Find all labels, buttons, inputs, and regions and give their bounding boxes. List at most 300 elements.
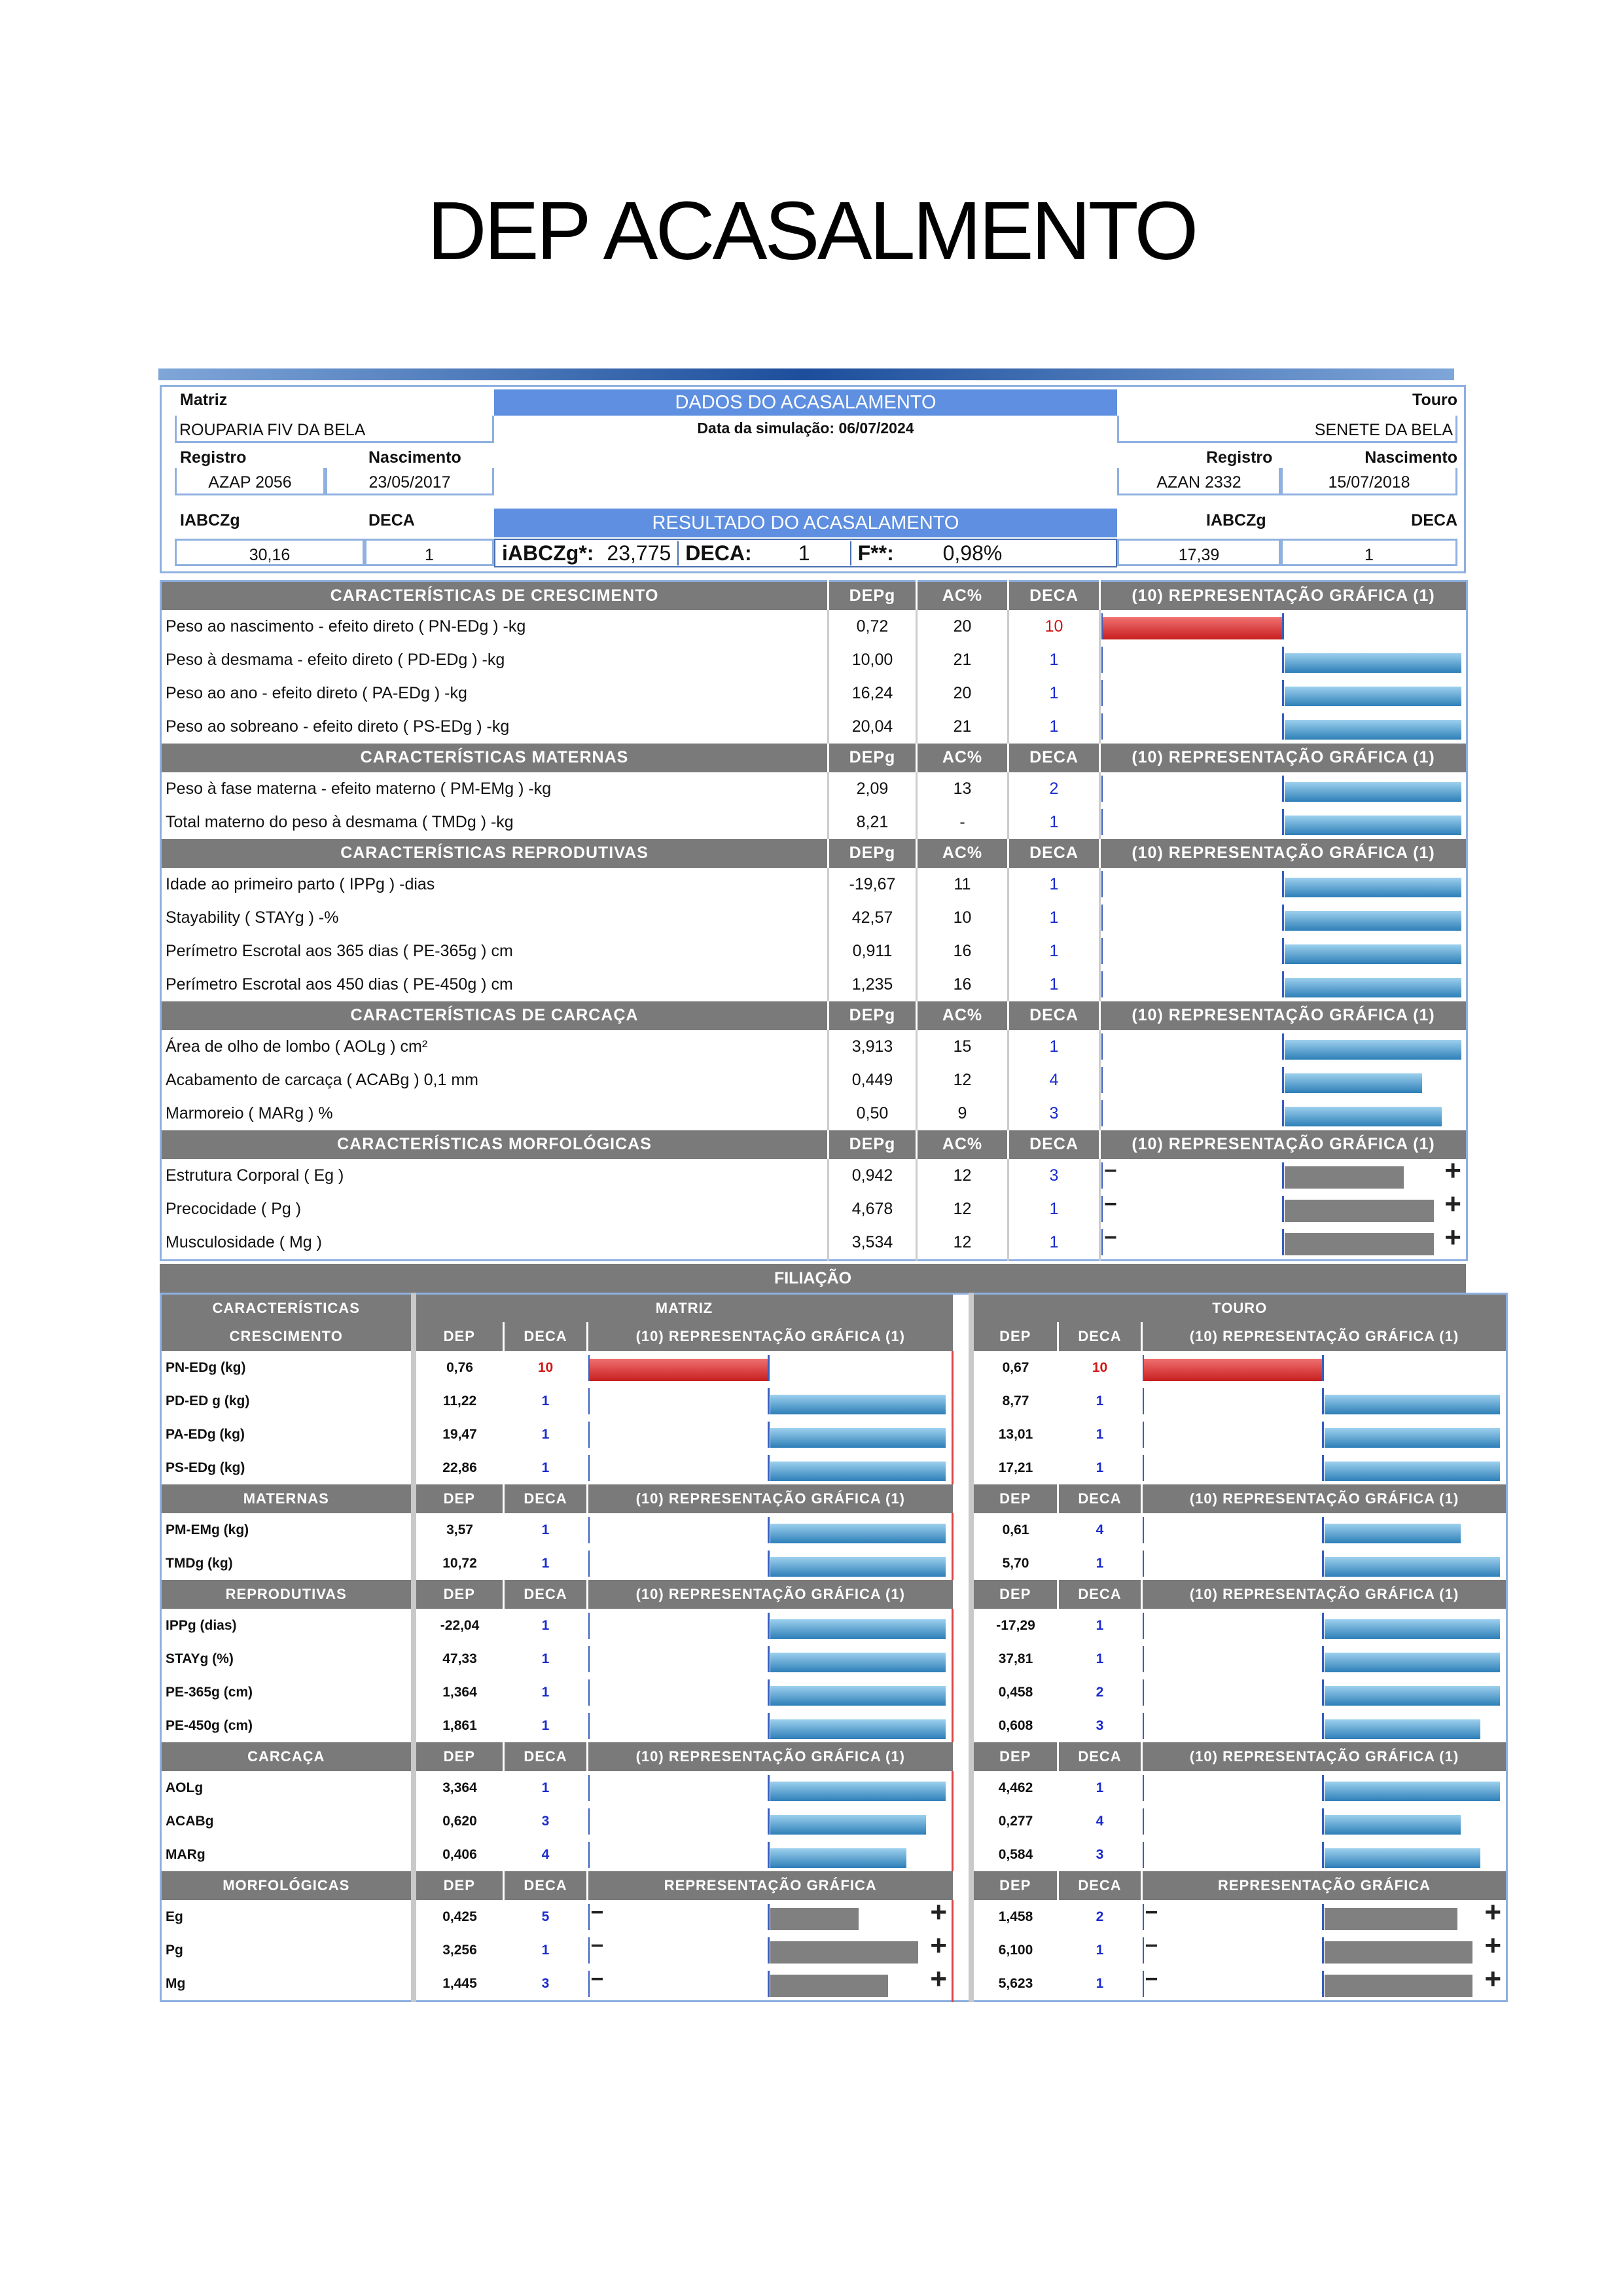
filiacao-table [160,1293,1508,2003]
matriz-graphic [588,1642,953,1676]
spacer [953,1709,971,1742]
filiacao-row [161,1609,1507,1642]
row-ac: 9 [917,1097,1008,1130]
filiacao-row [161,1900,1507,1933]
graphic-area [1143,1962,1506,1998]
touro-deca: 1 [1096,1393,1104,1408]
matriz-graphic [588,1838,953,1871]
graphic-area [1101,970,1465,999]
table-row [161,1226,1467,1261]
matriz-registro-label: Registro [180,448,247,467]
matriz-deca: 1 [541,1555,550,1571]
column-header: REPRESENTAÇÃO GRÁFICA [588,1871,953,1900]
bar-deca-10 [590,1359,768,1381]
bar-deca-1 [1285,1233,1434,1255]
matriz-dep: 0,425 [414,1900,504,1933]
column-header: DEP [414,1322,504,1351]
bar-deca-2 [1285,782,1461,802]
row-deca: 4 [1008,1064,1100,1097]
touro-dep: 0,584 [971,1838,1058,1871]
column-header: DEPg [829,1130,917,1159]
bar-deca-1 [1325,1619,1500,1639]
matriz-deca: 1 [541,1393,550,1408]
bar-deca-1 [1325,1395,1500,1414]
matriz-dep: 1,364 [414,1676,504,1709]
matriz-deca-label: DECA [368,511,415,529]
section-title: CARACTERÍSTICAS DE CRESCIMENTO [330,586,659,605]
axis-line [768,1517,770,1543]
axis-line [1143,1842,1144,1868]
section-title: CARACTERÍSTICAS MORFOLÓGICAS [337,1135,652,1153]
bar-deca-1 [770,1428,946,1448]
row-label: Peso ao nascimento - efeito direto ( PN-EDg ) -kg [161,610,829,643]
minus-icon: − [1104,1158,1117,1183]
filiacao-row [161,1804,1507,1838]
column-header: DEP [414,1742,504,1771]
row-ac: 21 [917,710,1008,744]
bar-deca-1 [1325,1975,1472,1997]
axis-line [768,1937,770,1964]
matriz-label: MATRIZ [414,1293,953,1322]
touro-registro: AZAN 2332 [1117,468,1281,495]
column-header: AC% [917,744,1008,772]
axis-line [1322,1904,1324,1930]
axis-line [588,1808,590,1835]
filiacao-title: FILIAÇÃO [160,1264,1466,1293]
result-iabczg-value: 23,775 [600,541,679,565]
matriz-deca: 1 [541,1460,550,1475]
axis-line [1101,1229,1103,1255]
column-header: DECA [1058,1322,1142,1351]
column-header: REPRESENTAÇÃO GRÁFICA [1142,1871,1507,1900]
group-title: CRESCIMENTO [229,1328,343,1344]
axis-line [1101,1100,1103,1126]
row-dep: 3,534 [829,1226,917,1261]
minus-icon: − [590,1899,604,1925]
bar-deca-1 [770,1941,918,1964]
row-graphic [1100,868,1467,901]
row-label: Marmoreio ( MARg ) % [161,1097,829,1130]
matriz-deca: 4 [541,1846,550,1862]
graphic-area [1143,1929,1506,1965]
result-iabczg-label: iABCZg*: [502,541,594,565]
matriz-deca: 1 [541,1426,550,1442]
axis-line [768,1388,770,1414]
row-label: IPPg (dias) [166,1617,237,1633]
row-label: Total materno do peso à desmama ( TMDg ) -kg [161,806,829,839]
row-graphic [1100,968,1467,1001]
matriz-graphic [588,1929,953,1967]
bar-deca-3 [1325,1848,1480,1868]
plus-icon: + [930,1895,948,1928]
matriz-dep: -22,04 [414,1609,504,1642]
touro-dep: 0,458 [971,1676,1058,1709]
column-header: DEP [971,1322,1058,1351]
section-header [161,1001,1467,1030]
bar-deca-5 [770,1908,859,1930]
table-row [161,772,1467,806]
row-ac: 12 [917,1193,1008,1226]
result-f-label: F**: [857,541,894,565]
touro-graphic [1142,1351,1507,1384]
axis-line [1322,1679,1324,1706]
matriz-graphic [588,1771,953,1804]
matriz-dep: 0,76 [414,1351,504,1384]
axis-line [1101,647,1103,673]
axis-line [1322,1808,1324,1835]
axis-line [1322,1646,1324,1672]
matriz-dep: 22,86 [414,1451,504,1484]
mating-result [494,539,1117,567]
resultado-title: RESULTADO DO ACASALAMENTO [494,509,1117,537]
axis-line [1143,1904,1144,1930]
row-graphic [1100,677,1467,710]
axis-line [768,1775,770,1801]
plus-icon: + [930,1929,948,1962]
bar-deca-1 [1325,1462,1500,1481]
table-row [161,677,1467,710]
graphic-area [1101,1032,1465,1061]
touro-graphic [1142,1513,1507,1547]
matriz-iabczg: 30,16 [175,539,365,566]
column-header: DECA [504,1580,588,1609]
plus-icon: + [1444,1155,1461,1187]
graphic-area [1101,1221,1465,1257]
matriz-deca: 3 [541,1975,550,1991]
axis-line [1101,776,1103,802]
column-header: (10) REPRESENTAÇÃO GRÁFICA (1) [1100,1130,1467,1159]
bar-deca-1 [770,1653,946,1672]
row-graphic [1100,1097,1467,1130]
row-label: PD-ED g (kg) [166,1393,250,1408]
row-dep: 0,911 [829,935,917,968]
touro-dep: 13,01 [971,1418,1058,1451]
axis-line [1143,1517,1144,1543]
axis-line [588,1937,590,1964]
row-label: PS-EDg (kg) [166,1460,245,1475]
row-label: Área de olho de lombo ( AOLg ) cm² [161,1030,829,1064]
bar-deca-1 [770,1395,946,1414]
bar-deca-10 [1144,1359,1322,1381]
column-header: (10) REPRESENTAÇÃO GRÁFICA (1) [588,1742,953,1771]
table-row [161,1064,1467,1097]
column-header: DEP [414,1580,504,1609]
column-header: (10) REPRESENTAÇÃO GRÁFICA (1) [1142,1580,1507,1609]
plus-icon: + [1444,1188,1461,1220]
axis-line [1143,1422,1144,1448]
axis-line [1322,1613,1324,1639]
row-ac: 10 [917,901,1008,935]
axis-line [1322,1971,1324,1997]
graphic-area [588,1645,952,1674]
axis-line [1282,713,1284,740]
touro-iabczg-label: IABCZg [1206,511,1266,529]
row-ac: - [917,806,1008,839]
row-dep: 0,72 [829,610,917,643]
matriz-dep: 3,364 [414,1771,504,1804]
axis-line [588,1422,590,1448]
row-graphic [1100,1064,1467,1097]
bar-deca-1 [1285,653,1461,673]
column-header: DEPg [829,1001,917,1030]
axis-line [1101,938,1103,964]
filiacao-row [161,1351,1507,1384]
axis-line [1282,938,1284,964]
table-row [161,1030,1467,1064]
column-header: (10) REPRESENTAÇÃO GRÁFICA (1) [1100,839,1467,868]
column-header: AC% [917,839,1008,868]
axis-line [1101,680,1103,706]
spacer [953,1871,971,1900]
spacer [953,1676,971,1709]
axis-line [588,1713,590,1739]
axis-line [588,1551,590,1577]
filiacao-row [161,1513,1507,1547]
bar-deca-1 [770,1686,946,1706]
graphic-area [588,1420,952,1449]
row-dep: 8,21 [829,806,917,839]
graphic-area [1101,774,1465,803]
graphic-area [1143,1678,1506,1707]
group-header [161,1871,1507,1900]
matriz-deca: 1 [541,1651,550,1666]
matriz-graphic [588,1547,953,1580]
graphic-area [1143,1895,1506,1931]
touro-dep: 5,70 [971,1547,1058,1580]
touro-dep: 4,462 [971,1771,1058,1804]
table-row [161,1193,1467,1226]
axis-line [1282,680,1284,706]
bar-deca-1 [1325,1428,1500,1448]
bar-deca-3 [1285,1166,1404,1189]
spacer [953,1322,971,1351]
axis-line [768,1971,770,1997]
graphic-area [1101,1099,1465,1128]
graphic-area [1101,612,1465,641]
axis-line [1143,1613,1144,1639]
column-header: (10) REPRESENTAÇÃO GRÁFICA (1) [588,1580,953,1609]
graphic-area [1143,1454,1506,1482]
axis-line [1282,1196,1284,1222]
row-deca: 1 [1008,1030,1100,1064]
table-row [161,968,1467,1001]
column-header: AC% [917,581,1008,610]
axis-line [1322,1455,1324,1481]
bar-deca-1 [1285,1040,1461,1060]
touro-graphic [1142,1418,1507,1451]
matriz-graphic [588,1895,953,1933]
axis-line [1282,647,1284,673]
row-graphic [1100,610,1467,643]
axis-line [1282,871,1284,897]
bar-deca-4 [1325,1524,1461,1543]
row-label: Peso ao sobreano - efeito direto ( PS-EDg ) -kg [161,710,829,744]
graphic-area [1143,1549,1506,1578]
row-label: STAYg (%) [166,1651,234,1666]
touro-dep: 0,277 [971,1804,1058,1838]
matriz-dep: 3,256 [414,1933,504,1967]
row-label: Pg [166,1942,183,1958]
matriz-deca: 1 [541,1942,550,1958]
axis-line [1282,1033,1284,1060]
column-header: (10) REPRESENTAÇÃO GRÁFICA (1) [1142,1322,1507,1351]
column-header: (10) REPRESENTAÇÃO GRÁFICA (1) [588,1322,953,1351]
row-ac: 16 [917,968,1008,1001]
row-label: PE-365g (cm) [166,1684,253,1700]
axis-line [768,1455,770,1481]
plus-icon: + [930,1962,948,1995]
spacer [953,1771,971,1804]
row-label: PM-EMg (kg) [166,1522,249,1537]
row-label: Acabamento de carcaça ( ACABg ) 0,1 mm [161,1064,829,1097]
table-row [161,610,1467,643]
spacer [953,1742,971,1771]
table-row [161,868,1467,901]
plus-icon: + [1444,1221,1461,1253]
axis-line [1143,1455,1144,1481]
axis-line [588,1775,590,1801]
matriz-graphic [588,1513,953,1547]
spacer [953,1900,971,1933]
touro-deca: 3 [1096,1846,1104,1862]
filiacao-row [161,1451,1507,1484]
column-header: DECA [504,1322,588,1351]
axis-line [1322,1355,1324,1381]
plus-icon: + [1484,1962,1502,1995]
group-title: MORFOLÓGICAS [223,1877,350,1893]
touro-nascimento-label: Nascimento [1364,448,1457,467]
graphic-area [588,1611,952,1640]
spacer [953,1484,971,1513]
row-label: Perímetro Escrotal aos 450 dias ( PE-450g ) cm [161,968,829,1001]
column-header: DECA [1008,581,1100,610]
row-deca: 1 [1008,710,1100,744]
row-deca: 1 [1008,968,1100,1001]
axis-line [1143,1808,1144,1835]
graphic-area [1101,903,1465,932]
row-label: Peso ao ano - efeito direto ( PA-EDg ) -kg [161,677,829,710]
bar-deca-1 [1285,978,1461,997]
row-ac: 15 [917,1030,1008,1064]
bar-deca-1 [1285,944,1461,964]
axis-line [768,1679,770,1706]
bar-deca-3 [770,1815,926,1835]
graphic-area [588,1774,952,1803]
row-label: Peso à desmama - efeito direto ( PD-EDg ) -kg [161,643,829,677]
table-row [161,1159,1467,1193]
section-title: CARACTERÍSTICAS DE CARCAÇA [350,1006,639,1024]
touro-dep: 17,21 [971,1451,1058,1484]
row-deca: 3 [1008,1097,1100,1130]
axis-line [1282,776,1284,802]
axis-line [588,1971,590,1997]
matriz-graphic [588,1804,953,1838]
axis-line [1322,1713,1324,1739]
touro-deca: 2 [1096,1909,1104,1924]
spacer [953,1580,971,1609]
row-label: Precocidade ( Pg ) [161,1193,829,1226]
column-header: DECA [504,1484,588,1513]
touro-graphic [1142,1709,1507,1742]
column-header: DECA [1008,744,1100,772]
row-dep: 0,942 [829,1159,917,1193]
document-body [160,385,1502,2002]
axis-line [588,1517,590,1543]
filiacao-row [161,1384,1507,1418]
axis-line [1282,809,1284,835]
bar-deca-1 [1285,911,1461,931]
touro-graphic [1142,1929,1507,1967]
axis-line [768,1808,770,1835]
touro-dep: 0,61 [971,1513,1058,1547]
row-graphic [1100,1221,1467,1261]
graphic-area [1101,870,1465,899]
column-header: DECA [1058,1871,1142,1900]
bar-deca-1 [770,1782,946,1801]
dados-title: DADOS DO ACASALAMENTO [494,389,1117,416]
graphic-area [1101,1188,1465,1223]
graphic-area [588,1354,952,1382]
filiacao-row [161,1547,1507,1580]
axis-line [1101,1162,1103,1189]
row-graphic [1100,710,1467,744]
touro-label: Touro [1412,391,1457,409]
filiacao-row [161,1933,1507,1967]
graphic-area [588,1895,952,1931]
touro-registro-label: Registro [1206,448,1273,467]
section-header [161,1130,1467,1159]
touro-deca: 1 [1096,1975,1104,1991]
axis-line [1322,1517,1324,1543]
simulation-date: Data da simulação: 06/07/2024 [697,420,914,437]
column-header: DEP [971,1484,1058,1513]
axis-line [588,1455,590,1481]
touro-graphic [1142,1804,1507,1838]
touro-graphic [1142,1771,1507,1804]
matriz-deca: 1 [541,1617,550,1633]
column-header: (10) REPRESENTAÇÃO GRÁFICA (1) [1142,1742,1507,1771]
axis-line [768,1551,770,1577]
matriz-graphic [588,1384,953,1418]
touro-deca: 1 [1096,1617,1104,1633]
spacer [953,1418,971,1451]
minus-icon: − [590,1933,604,1958]
row-label: Peso à fase materna - efeito materno ( PM-EMg ) -kg [161,772,829,806]
column-header: DEP [414,1484,504,1513]
bar-deca-1 [1285,1200,1434,1222]
row-label: ACABg [166,1813,214,1829]
row-deca: 1 [1008,643,1100,677]
touro-graphic [1142,1451,1507,1484]
axis-line [1322,1842,1324,1868]
column-header: DECA [1008,1001,1100,1030]
bar-deca-3 [1285,1107,1442,1126]
row-deca: 3 [1008,1159,1100,1193]
touro-graphic [1142,1547,1507,1580]
axis-line [1322,1937,1324,1964]
filiacao-row [161,1642,1507,1676]
bar-deca-1 [1325,1782,1500,1801]
axis-line [1282,1162,1284,1189]
matriz-iabczg-label: IABCZg [180,511,240,529]
bar-deca-1 [770,1524,946,1543]
matriz-dep: 0,620 [414,1804,504,1838]
row-dep: 42,57 [829,901,917,935]
touro-deca: 2 [1096,1684,1104,1700]
row-deca: 1 [1008,1226,1100,1261]
matriz-dep: 19,47 [414,1418,504,1451]
minus-icon: − [1145,1899,1158,1925]
